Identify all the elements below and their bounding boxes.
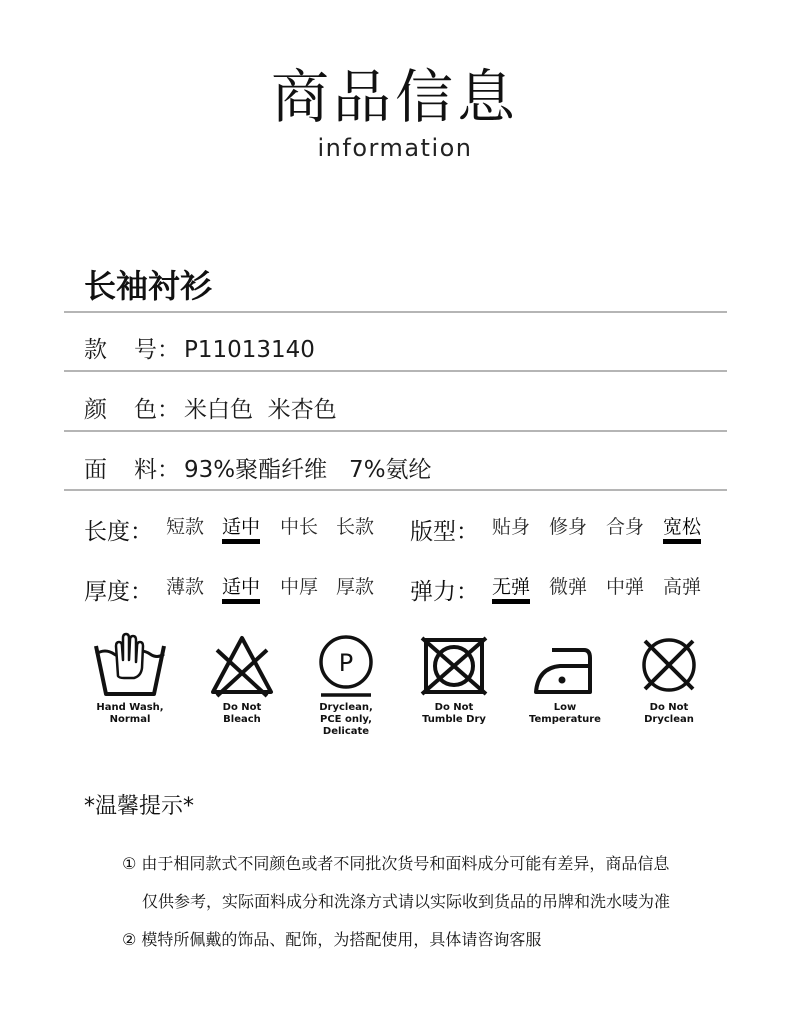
elasticity-option: 高弹 [663, 576, 702, 598]
fabric-label: 面 料： [84, 457, 180, 483]
attribute-row-thickness-elasticity [84, 572, 724, 606]
fit-option: 修身 [549, 516, 588, 538]
care-item [70, 632, 190, 726]
product-name: 长袖衬衫 [84, 267, 213, 305]
length-option: 中长 [280, 516, 319, 538]
thickness-title: 厚度： [84, 578, 153, 605]
color-row [84, 395, 337, 425]
iron-low-icon [532, 632, 598, 698]
divider [64, 370, 727, 372]
elasticity-attribute [410, 572, 479, 606]
tip-line: 仅供参考，实际面料成分和洗涤方式请以实际收到货品的吊牌和洗水唛为准 [142, 892, 671, 911]
elasticity-option-selected: 无弹 [492, 576, 531, 598]
color-value: 米白色 米杏色 [184, 397, 337, 423]
do-not-dryclean-icon [636, 632, 702, 698]
thickness-option: 厚款 [336, 576, 375, 598]
fabric-value: 93%聚酯纤维 7%氨纶 [184, 457, 432, 483]
care-label: Do Not Bleach [222, 702, 262, 725]
page-header [0, 62, 790, 162]
thickness-option-selected: 适中 [222, 576, 261, 598]
length-attribute [84, 512, 153, 546]
care-item [505, 632, 625, 726]
elasticity-title: 弹力： [410, 578, 479, 605]
care-label: Do Not Tumble Dry [422, 702, 486, 725]
tip-line: ① 由于相同款式不同颜色或者不同批次货号和面料成分可能有差异，商品信息 [122, 854, 670, 873]
thickness-attribute [84, 572, 153, 606]
care-label: Low Temperature [529, 702, 601, 725]
divider [64, 430, 727, 432]
do-not-bleach-icon [209, 632, 275, 698]
divider [64, 489, 727, 491]
thickness-option: 薄款 [166, 576, 205, 598]
elasticity-option: 中弹 [606, 576, 645, 598]
color-label: 颜 色： [84, 397, 180, 423]
dryclean-p-icon [313, 632, 379, 698]
tip-line: ② 模特所佩戴的饰品、配饰，为搭配使用，具体请咨询客服 [122, 930, 542, 949]
style-number-row [84, 335, 315, 365]
fit-title: 版型： [410, 518, 479, 545]
length-option-selected: 适中 [222, 516, 261, 538]
page-subtitle: information [317, 134, 473, 162]
length-option: 长款 [336, 516, 375, 538]
divider [64, 311, 727, 313]
care-item [286, 632, 406, 738]
fabric-row [84, 455, 432, 485]
length-title: 长度： [84, 518, 153, 545]
care-item [394, 632, 514, 726]
hand-wash-icon [92, 632, 168, 698]
care-item [182, 632, 302, 726]
tips-title: *温馨提示* [84, 794, 195, 819]
length-option: 短款 [166, 516, 205, 538]
style-number-label: 款 号： [84, 337, 180, 363]
do-not-tumble-dry-icon [420, 632, 488, 698]
care-label: Do Not Dryclean [644, 702, 694, 725]
page-title: 商品信息 [270, 63, 519, 131]
fit-option-selected: 宽松 [663, 516, 702, 538]
style-number-value: P11013140 [184, 337, 315, 363]
care-label: Hand Wash, Normal [96, 702, 164, 725]
attribute-row-length-fit [84, 512, 724, 546]
fit-option: 贴身 [492, 516, 531, 538]
thickness-option: 中厚 [280, 576, 319, 598]
fit-option: 合身 [606, 516, 645, 538]
fit-attribute [410, 512, 479, 546]
care-item [609, 632, 729, 726]
elasticity-option: 微弹 [549, 576, 588, 598]
care-symbols [0, 632, 790, 752]
care-label: Dryclean, PCE only, Delicate [319, 702, 373, 737]
svg-text:P: P [338, 649, 354, 677]
